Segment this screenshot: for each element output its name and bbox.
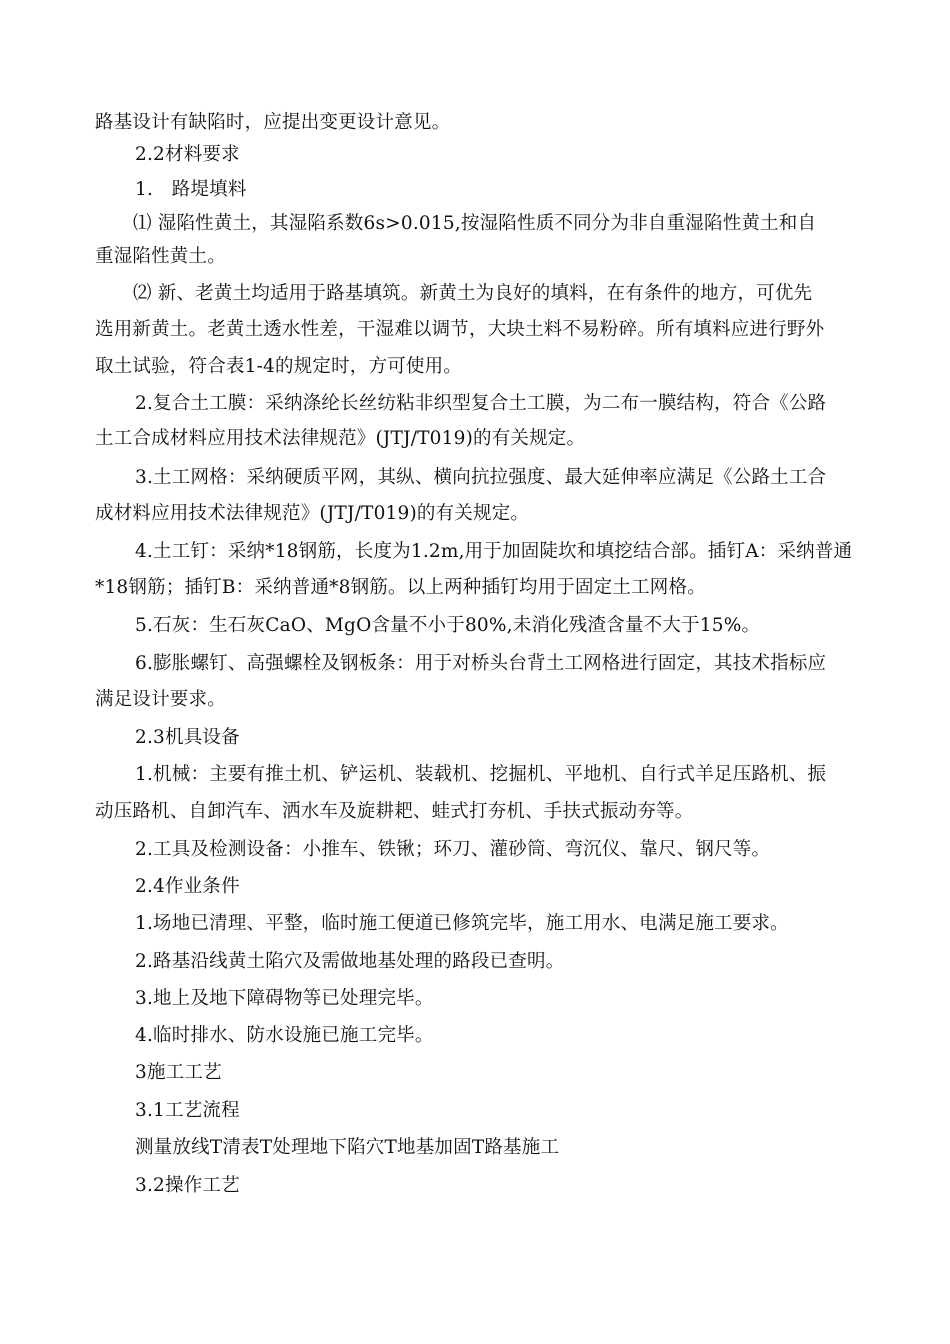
paragraph-line: 重湿陷性黄土。: [95, 246, 226, 267]
paragraph-line: *18钢筋；插钉B：采纳普通*8钢筋。以上两种插钉均用于固定土工网格。: [95, 577, 706, 598]
paragraph-line: 3.地上及地下障碍物等已处理完毕。: [135, 988, 434, 1009]
paragraph-line: 动压路机、自卸汽车、洒水车及旋耕耙、蛙式打夯机、手扶式振动夯等。: [95, 801, 694, 822]
paragraph-line: ⑵ 新、老黄土均适用于路基填筑。新黄土为良好的填料，在有条件的地方，可优先: [133, 283, 813, 304]
section-heading: 3.1工艺流程: [135, 1100, 240, 1121]
paragraph-line: 2.路基沿线黄土陷穴及需做地基处理的路段已查明。: [135, 951, 565, 972]
chapter-heading: 3施工工艺: [135, 1062, 222, 1083]
paragraph-line: 4.土工钉：采纳*18钢筋，长度为1.2m,用于加固陡坎和填挖结合部。插钉A：采纳普通: [135, 541, 853, 562]
paragraph-line: 1.机械：主要有推土机、铲运机、装载机、挖掘机、平地机、自行式羊足压路机、振: [135, 764, 827, 785]
section-heading: 3.2操作工艺: [135, 1175, 240, 1196]
section-heading: 2.3机具设备: [135, 727, 240, 748]
paragraph-line: 取土试验，符合表1-4的规定时，方可使用。: [95, 356, 462, 377]
paragraph-line: 3.土工网格：采纳硬质平网，其纵、横向抗拉强度、最大延伸率应满足《公路土工合: [135, 467, 827, 488]
section-heading: 2.2材料要求: [135, 144, 240, 165]
paragraph-line: 2.工具及检测设备：小推车、铁锹；环刀、灌砂筒、弯沉仪、靠尺、钢尺等。: [135, 839, 771, 860]
paragraph-line: ⑴ 湿陷性黄土，其湿陷系数6s>0.015,按湿陷性质不同分为非自重湿陷性黄土和自: [133, 213, 817, 234]
paragraph-line: 4.临时排水、防水设施已施工完毕。: [135, 1025, 434, 1046]
paragraph-line: 2.复合土工膜：采纳涤纶长丝纺粘非织型复合土工膜，为二布一膜结构，符合《公路: [135, 393, 827, 414]
paragraph-line: 5.石灰：生石灰CaO、MgO含量不小于80%,未消化残渣含量不大于15%。: [135, 615, 761, 636]
paragraph-line: 选用新黄土。老黄土透水性差，干湿难以调节，大块土料不易粉碎。所有填料应进行野外: [95, 319, 825, 340]
subsection-heading: 1. 路堤填料: [135, 179, 247, 200]
paragraph-line: 土工合成材料应用技术法律规范》(JTJ/T019)的有关规定。: [95, 428, 586, 449]
paragraph-line: 路基设计有缺陷时，应提出变更设计意见。: [95, 112, 451, 133]
paragraph-line: 成材料应用技术法律规范》(JTJ/T019)的有关规定。: [95, 503, 530, 524]
paragraph-line: 1.场地已清理、平整，临时施工便道已修筑完毕，施工用水、电满足施工要求。: [135, 913, 789, 934]
section-heading: 2.4作业条件: [135, 876, 240, 897]
paragraph-line: 6.膨胀螺钉、高强螺栓及钢板条：用于对桥头台背土工网格进行固定，其技术指标应: [135, 653, 827, 674]
process-flow-line: 测量放线T清表T处理地下陷穴T地基加固T路基施工: [135, 1137, 560, 1158]
paragraph-line: 满足设计要求。: [95, 689, 226, 710]
